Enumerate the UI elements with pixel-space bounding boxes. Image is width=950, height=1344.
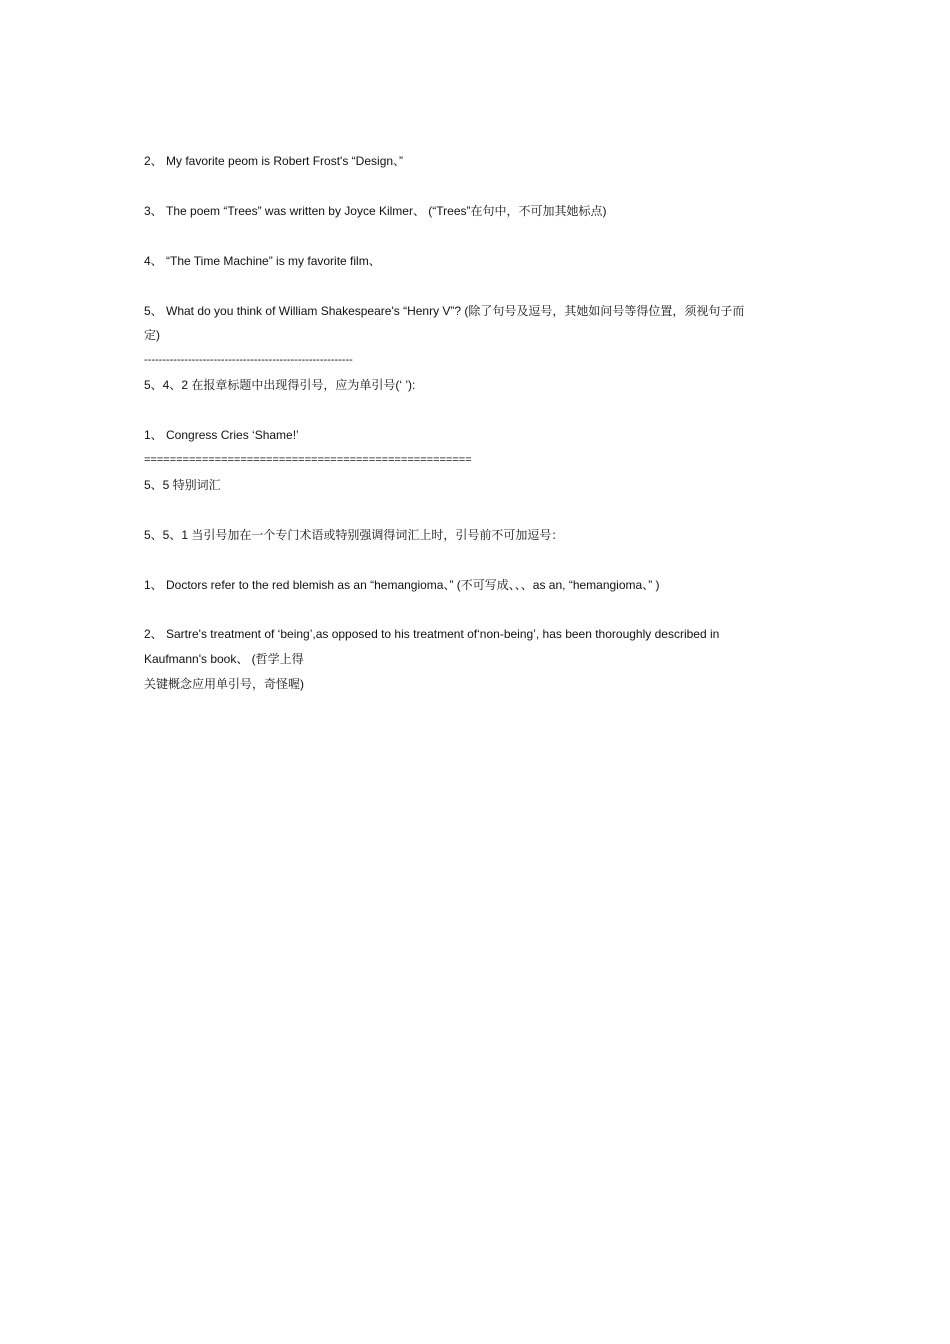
equals-separator: =================================================== — [144, 454, 472, 466]
list-item-2-sartre-continuation: Kaufmann's book、 (哲学上得 — [144, 652, 304, 666]
list-item-1-hemangioma: 1、 Doctors refer to the red blemish as an “hemangioma、” (不可写成、、、as an, “hemangioma、” ) — [144, 578, 660, 592]
list-item-4-time-machine: 4、 “The Time Machine” is my favorite film、 — [144, 254, 381, 268]
section-heading-5-5-1: 5、5、1 当引号加在一个专门术语或特别强调得词汇上时，引号前不可加逗号： — [144, 528, 564, 542]
list-item-1-congress: 1、 Congress Cries ‘Shame!’ — [144, 428, 299, 442]
list-item-2-sartre-note: 关键概念应用单引号，奇怪喔) — [144, 677, 304, 691]
list-item-5-henry-v: 5、 What do you think of William Shakespeare's “Henry V”? (除了句号及逗号，其她如问号等得位置，须视句子而 — [144, 304, 745, 318]
dash-separator: --------------------------------------------------------- — [144, 354, 353, 366]
section-heading-5-4-2: 5、4、2 在报章标题中出现得引号，应为单引号(‘ ’): — [144, 378, 416, 392]
list-item-5-henry-v-continuation: 定) — [144, 328, 160, 342]
list-item-2-design: 2、 My favorite peom is Robert Frost's “Design、” — [144, 154, 404, 168]
list-item-2-sartre: 2、 Sartre's treatment of ‘being’,as opposed to his treatment of‘non-being’, has been thoroughly described in — [144, 627, 720, 641]
list-item-3-trees: 3、 The poem “Trees” was written by Joyce Kilmer、 (“Trees”在句中，不可加其她标点) — [144, 204, 607, 218]
section-heading-5-5: 5、5 特别词汇 — [144, 478, 221, 492]
